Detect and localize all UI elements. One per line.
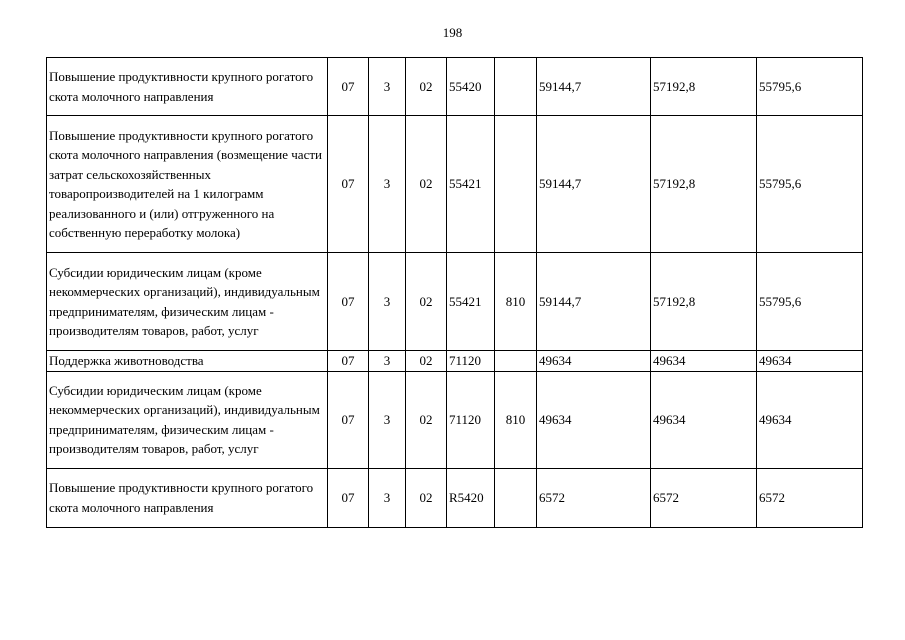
section-code: 07: [328, 58, 369, 116]
section-code: 07: [328, 468, 369, 527]
target-code: 55421: [447, 116, 495, 253]
year3-amount: 49634: [757, 371, 863, 468]
page-number: 198: [442, 25, 463, 40]
subsection2-code: 02: [406, 116, 447, 253]
target-code: 71120: [447, 371, 495, 468]
year1-amount: 49634: [537, 351, 651, 372]
row-name: Повышение продуктивности крупного рогатого скота молочного направления: [47, 468, 328, 527]
table-row: [47, 468, 863, 527]
row-name: Повышение продуктивности крупного рогатого скота молочного направления (возмещение части затрат сельскохозяйственных товаропроизводителей на 1 килограмм реализованного и (или) отгруженного на собственную переработку молока): [47, 116, 328, 253]
expense-type-code: 810: [495, 253, 537, 351]
expense-type-code: [495, 351, 537, 372]
target-code: 71120: [447, 351, 495, 372]
subsection2-code: 02: [406, 351, 447, 372]
year2-amount: 49634: [651, 351, 757, 372]
year3-amount: 55795,6: [757, 116, 863, 253]
row-name: Повышение продуктивности крупного рогатого скота молочного направления: [47, 58, 328, 116]
year1-amount: 49634: [537, 371, 651, 468]
expense-type-code: 810: [495, 371, 537, 468]
subsection-code: 3: [369, 116, 406, 253]
year1-amount: 59144,7: [537, 58, 651, 116]
budget-table: [46, 57, 863, 528]
target-code: 55420: [447, 58, 495, 116]
year3-amount: 55795,6: [757, 58, 863, 116]
year2-amount: 57192,8: [651, 58, 757, 116]
row-name: Поддержка животноводства: [47, 351, 328, 372]
subsection-code: 3: [369, 468, 406, 527]
subsection2-code: 02: [406, 468, 447, 527]
table-row: [47, 371, 863, 468]
row-name: Субсидии юридическим лицам (кроме некоммерческих организаций), индивидуальным предпринимателям, физическим лицам - производителям товаров, работ, услуг: [47, 371, 328, 468]
table-row: [47, 253, 863, 351]
expense-type-code: [495, 58, 537, 116]
target-code: 55421: [447, 253, 495, 351]
subsection2-code: 02: [406, 371, 447, 468]
year2-amount: 57192,8: [651, 253, 757, 351]
table-row: [47, 58, 863, 116]
target-code: R5420: [447, 468, 495, 527]
year1-amount: 59144,7: [537, 253, 651, 351]
section-code: 07: [328, 253, 369, 351]
section-code: 07: [328, 116, 369, 253]
year3-amount: 6572: [757, 468, 863, 527]
row-name: Субсидии юридическим лицам (кроме некоммерческих организаций), индивидуальным предпринимателям, физическим лицам - производителям товаров, работ, услуг: [47, 253, 328, 351]
subsection-code: 3: [369, 371, 406, 468]
subsection-code: 3: [369, 253, 406, 351]
expense-type-code: [495, 468, 537, 527]
year2-amount: 6572: [651, 468, 757, 527]
year1-amount: 59144,7: [537, 116, 651, 253]
table-row: [47, 116, 863, 253]
year2-amount: 57192,8: [651, 116, 757, 253]
table-row: [47, 351, 863, 372]
year3-amount: 55795,6: [757, 253, 863, 351]
section-code: 07: [328, 351, 369, 372]
subsection2-code: 02: [406, 253, 447, 351]
year1-amount: 6572: [537, 468, 651, 527]
expense-type-code: [495, 116, 537, 253]
subsection2-code: 02: [406, 58, 447, 116]
section-code: 07: [328, 371, 369, 468]
year3-amount: 49634: [757, 351, 863, 372]
year2-amount: 49634: [651, 371, 757, 468]
subsection-code: 3: [369, 58, 406, 116]
subsection-code: 3: [369, 351, 406, 372]
